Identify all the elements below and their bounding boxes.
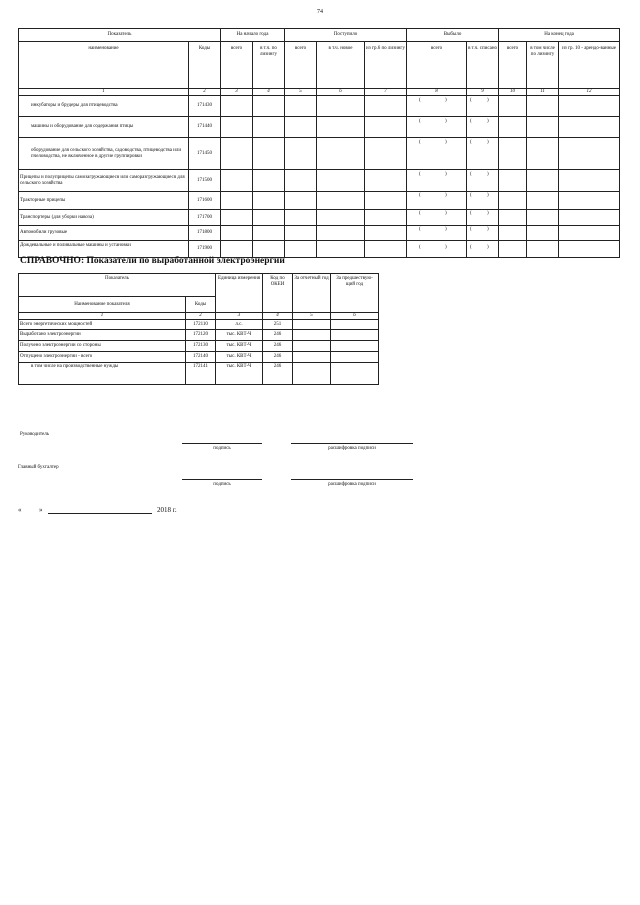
table-row	[19, 320, 379, 330]
row-name: Автомобили грузовые	[19, 226, 189, 241]
col-num: 12	[559, 89, 620, 96]
ref-row-unit: тыс. КВТ-Ч	[216, 330, 263, 341]
head-label: Руководитель	[20, 432, 50, 437]
subheader-col8: всего	[407, 42, 467, 89]
fixed-assets-table	[18, 28, 620, 258]
table-row: Автомобили грузовые 171800 ( ) ( )	[19, 226, 620, 241]
subheader-col5: всего	[285, 42, 317, 89]
ref-row-okei: 246	[263, 330, 293, 341]
accountant-decoding-caption: расшифровка подписи	[328, 482, 376, 487]
subheader-col7: из гр.6 по лизингу	[365, 42, 407, 89]
col-num: 7	[365, 89, 407, 96]
row-name: машины и оборудование для содержания птицы	[19, 117, 189, 138]
reference-title: СПРАВОЧНО: Показатели по выработанной электроэнергии	[20, 256, 285, 266]
row-code: 171450	[189, 138, 221, 170]
electricity-table	[18, 273, 379, 385]
chief-accountant-label: Главный бухгалтер	[18, 465, 59, 470]
row-code: 171440	[189, 117, 221, 138]
subheader-codes: Коды	[189, 42, 221, 89]
table-row: Дождевальные и поливальные машины и установки 171900 ( ) ( )	[19, 241, 620, 258]
date-field	[18, 506, 43, 514]
col-num: 8	[407, 89, 467, 96]
row-code: 171430	[189, 96, 221, 117]
col-num: 9	[467, 89, 499, 96]
row-name: Транспортеры (для уборки навоза)	[19, 210, 189, 226]
subheader-name: наименование	[19, 42, 189, 89]
accountant-signature-line	[182, 479, 262, 480]
header-end-year: На конец года	[499, 29, 620, 42]
ref-header-indicator: Показатель	[19, 274, 216, 297]
ref-row-unit: л.с.	[216, 320, 263, 330]
page-number: 74	[317, 9, 323, 15]
ref-header-unit: Единица измерения	[216, 274, 263, 313]
col-num: 3	[221, 89, 253, 96]
head-signature-caption: подпись	[213, 446, 231, 451]
ref-row-name: в том числе на производственные нужды	[19, 363, 186, 385]
row-code: 171800	[189, 226, 221, 241]
table-row: оборудование для сельского хозяйства, садоводства, птицеводства или пчеловодства, не включенное в другие группировки 171450 ( ) ( )	[19, 138, 620, 170]
row-name: Тракторные прицепы	[19, 192, 189, 210]
ref-row-okei: 251	[263, 320, 293, 330]
subheader-col9: в т.ч. списано	[467, 42, 499, 89]
ref-row-code: 172140	[186, 352, 216, 363]
head-decoding-caption: расшифровка подписи	[328, 446, 376, 451]
ref-row-name: Отпущено электроэнергии - всего	[19, 352, 186, 363]
ref-header-okei: Код по ОКЕИ	[263, 274, 293, 313]
head-signature-line	[182, 443, 262, 444]
table-row: инкубаторы и брудеры для птицеводства 171430 ( ) ( )	[19, 96, 620, 117]
col-num: 3	[216, 313, 263, 320]
table-row: машины и оборудование для содержания птицы 171440 ( ) ( )	[19, 117, 620, 138]
subheader-col10: всего	[499, 42, 527, 89]
table-row	[19, 330, 379, 341]
col-num: 11	[527, 89, 559, 96]
col-num: 2	[186, 313, 216, 320]
table-row: Тракторные прицепы 171600 ( ) ( )	[19, 192, 620, 210]
header-start-year: На начало года	[221, 29, 285, 42]
ref-row-code: 172110	[186, 320, 216, 330]
subheader-col6: в т.ч. новое	[317, 42, 365, 89]
table-row: Прицепы и полуприцепы самозагружающиеся или саморазгружающиеся для сельского хозяйства 171500 ( ) ( )	[19, 170, 620, 192]
ref-row-unit: тыс. КВТ-Ч	[216, 352, 263, 363]
table-row	[19, 341, 379, 352]
ref-row-unit: тыс. КВТ-Ч	[216, 363, 263, 385]
col-num: 5	[293, 313, 331, 320]
accountant-signature-caption: подпись	[213, 482, 231, 487]
col-num: 4	[263, 313, 293, 320]
ref-header-name: Наименование показателя	[19, 297, 186, 313]
ref-row-name: Выработано электроэнергии	[19, 330, 186, 341]
ref-header-codes: Коды	[186, 297, 216, 313]
ref-row-okei: 246	[263, 352, 293, 363]
table-row	[19, 363, 379, 385]
ref-header-prev-year: За предшествую-щий год	[331, 274, 379, 313]
row-name: оборудование для сельского хозяйства, садоводства, птицеводства или пчеловодства, не включенное в другие группировки	[19, 138, 189, 170]
ref-header-report-year: За отчетный год	[293, 274, 331, 313]
column-numbers-row	[19, 89, 620, 96]
col-num: 6	[331, 313, 379, 320]
col-num: 5	[285, 89, 317, 96]
row-name: инкубаторы и брудеры для птицеводства	[19, 96, 189, 117]
subheader-col11: в том числе по лизингу	[527, 42, 559, 89]
ref-column-numbers-row	[19, 313, 379, 320]
date-line	[48, 513, 152, 514]
row-name: Дождевальные и поливальные машины и установки	[19, 241, 189, 258]
subheader-col12: из гр. 10 - арендо-ванные	[559, 42, 620, 89]
accountant-decoding-line	[291, 479, 413, 480]
subheader-col3: всего	[221, 42, 253, 89]
ref-row-code: 172120	[186, 330, 216, 341]
col-num: 2	[189, 89, 221, 96]
row-code: 171900	[189, 241, 221, 258]
ref-row-code: 172130	[186, 341, 216, 352]
header-indicator: Показатель	[19, 29, 221, 42]
ref-row-unit: тыс. КВТ-Ч	[216, 341, 263, 352]
date-open-quote: «	[18, 506, 22, 514]
ref-row-name: Получено электроэнергии со стороны	[19, 341, 186, 352]
col-num: 4	[253, 89, 285, 96]
head-decoding-line	[291, 443, 413, 444]
subheader-col4: в т.ч. по лизингу	[253, 42, 285, 89]
row-name: Прицепы и полуприцепы самозагружающиеся или саморазгружающиеся для сельского хозяйства	[19, 170, 189, 192]
ref-row-code: 172141	[186, 363, 216, 385]
ref-row-name: Всего энергетических мощностей	[19, 320, 186, 330]
table-row: Транспортеры (для уборки навоза) 171700 ( ) ( )	[19, 210, 620, 226]
date-close-quote: »	[39, 506, 43, 514]
header-received: Поступило	[285, 29, 407, 42]
header-disposed: Выбыло	[407, 29, 499, 42]
col-num: 10	[499, 89, 527, 96]
ref-row-okei: 246	[263, 363, 293, 385]
col-num: 1	[19, 313, 186, 320]
row-code: 171700	[189, 210, 221, 226]
col-num: 6	[317, 89, 365, 96]
date-year: 2018 г.	[157, 506, 177, 514]
row-code: 171500	[189, 170, 221, 192]
table-row	[19, 352, 379, 363]
ref-row-okei: 246	[263, 341, 293, 352]
row-code: 171600	[189, 192, 221, 210]
col-num: 1	[19, 89, 189, 96]
